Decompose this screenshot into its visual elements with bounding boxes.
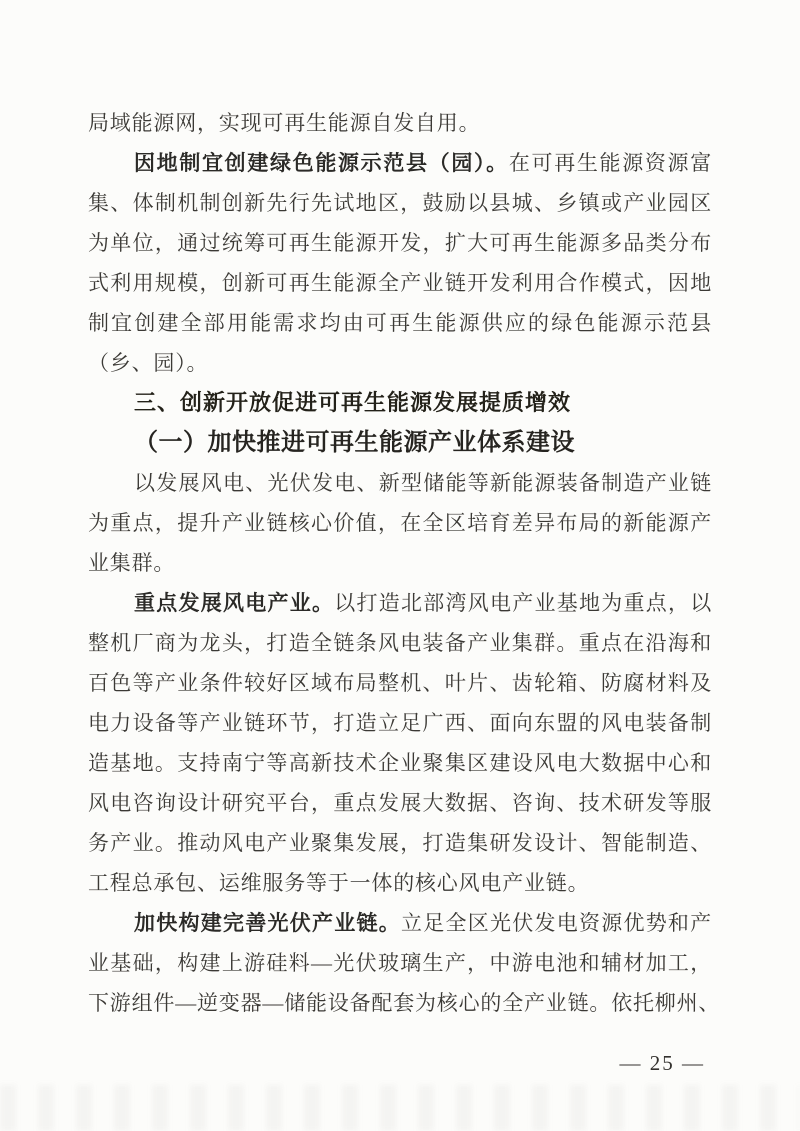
text-line bbox=[88, 263, 712, 303]
text-line bbox=[88, 503, 712, 543]
paragraph-new-energy-clusters bbox=[88, 463, 712, 583]
text-line bbox=[88, 463, 712, 503]
text-line bbox=[88, 743, 712, 783]
line-text: 业基础，构建上游硅料—光伏玻璃生产，中游电池和辅材加工， bbox=[88, 951, 712, 975]
text-line bbox=[88, 663, 712, 703]
line-text: 以发展风电、光伏发电、新型储能等新能源装备制造产业链 bbox=[134, 471, 712, 495]
text-line bbox=[88, 863, 712, 903]
line-text: 制宜创建全部用能需求均由可再生能源供应的绿色能源示范县 bbox=[88, 311, 712, 335]
line-text: 为重点，提升产业链核心价值，在全区培育差异布局的新能源产 bbox=[88, 511, 712, 535]
line-text: （乡、园）。 bbox=[88, 351, 209, 375]
line-text: 集、体制机制创新先行先试地区，鼓励以县城、乡镇或产业园区 bbox=[88, 191, 712, 215]
line-text: 电力设备等产业链环节，打造立足广西、面向东盟的风电装备制 bbox=[88, 711, 712, 735]
text-line bbox=[88, 543, 712, 583]
text-line bbox=[88, 223, 712, 263]
text-line bbox=[88, 903, 712, 943]
line-text: 造基地。支持南宁等高新技术企业聚集区建设风电大数据中心和 bbox=[88, 751, 712, 775]
text-line bbox=[88, 703, 712, 743]
line-text: 工程总承包、运维服务等于一体的核心风电产业链。 bbox=[88, 871, 590, 895]
text-line bbox=[88, 103, 712, 143]
text-line bbox=[88, 183, 712, 223]
text-line bbox=[88, 143, 712, 183]
text-line bbox=[88, 983, 721, 1023]
paragraph-intro-continuation bbox=[88, 103, 712, 143]
line-text: 整机厂商为龙头，打造全链条风电装备产业集群。重点在沿海和 bbox=[88, 631, 712, 655]
subsection-heading-3-1 bbox=[88, 423, 712, 463]
line-text: 风电咨询设计研究平台，重点发展大数据、咨询、技术研发等服 bbox=[88, 791, 712, 815]
line-text: 业集群。 bbox=[88, 551, 176, 575]
line-text: （一）加快推进可再生能源产业体系建设 bbox=[134, 430, 575, 456]
line-text: 为单位，通过统筹可再生能源开发，扩大可再生能源多品类分布 bbox=[88, 231, 712, 255]
text-line bbox=[88, 623, 712, 663]
section-heading-3 bbox=[88, 383, 712, 423]
text-line bbox=[88, 783, 712, 823]
line-text: 三、创新开放促进可再生能源发展提质增效 bbox=[134, 390, 572, 415]
line-text: 百色等产业条件较好区域布局整机、叶片、齿轮箱、防腐材料及 bbox=[88, 671, 712, 695]
document-body bbox=[88, 103, 721, 1023]
line-text: 在可再生能源资源富 bbox=[508, 151, 712, 175]
scan-noise-artifact bbox=[0, 1085, 800, 1131]
line-text: 下游组件—逆变器—储能设备配套为核心的全产业链。依托柳州、 bbox=[88, 991, 721, 1015]
page-footer bbox=[620, 1043, 706, 1083]
line-text: 以打造北部湾风电产业基地为重点，以 bbox=[334, 591, 712, 615]
line-text: 立足全区光伏发电资源优势和产 bbox=[400, 911, 712, 935]
paragraph-green-energy-demo bbox=[88, 143, 712, 383]
text-line bbox=[88, 383, 712, 423]
line-text: 局域能源网，实现可再生能源自发自用。 bbox=[88, 111, 481, 135]
text-line bbox=[88, 423, 712, 463]
bold-lead-sentence: 加快构建完善光伏产业链。 bbox=[134, 911, 401, 935]
text-line bbox=[88, 583, 712, 623]
line-text: 务产业。推动风电产业聚集发展，打造集研发设计、智能制造、 bbox=[88, 831, 712, 855]
line-text: 式利用规模，创新可再生能源全产业链开发利用合作模式，因地 bbox=[88, 271, 712, 295]
page-number: — 25 — bbox=[619, 1051, 705, 1075]
bold-lead-sentence: 重点发展风电产业。 bbox=[134, 591, 335, 615]
paragraph-pv-industry-chain bbox=[88, 903, 721, 1023]
bold-lead-sentence: 因地制宜创建绿色能源示范县（园）。 bbox=[134, 151, 509, 175]
paragraph-wind-power-industry bbox=[88, 583, 712, 903]
text-line bbox=[88, 943, 712, 983]
text-line bbox=[88, 303, 712, 343]
text-line bbox=[88, 343, 712, 383]
text-line bbox=[88, 823, 712, 863]
